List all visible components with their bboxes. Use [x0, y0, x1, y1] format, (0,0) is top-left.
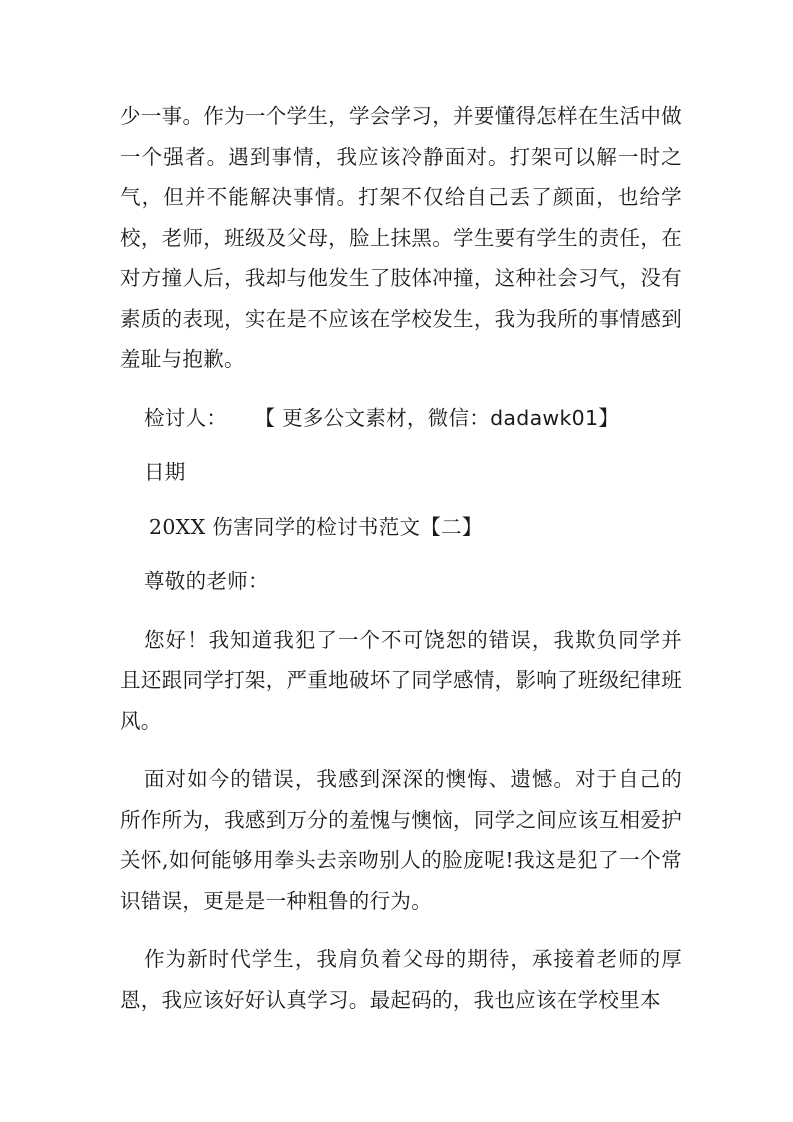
paragraph-1: 少一事。作为一个学生，学会学习，并要懂得怎样在生活中做一个强者。遇到事情，我应该冷静面对。打架可以解一时之气，但并不能解决事情。打架不仅给自己丢了颜面，也给学校，老师，班级及父母，脸上抹黑。学生要有学生的责任，在对方撞人后，我却与他发生了肢体冲撞，这种社会习气，没有素质的表现，实在是不应该在学校发生，我为我所的事情感到羞耻与抱歉。: [120, 104, 682, 371]
salutation: 尊敬的老师：: [144, 569, 269, 593]
signer-label: 检讨人：: [144, 405, 228, 430]
date-label: 日期: [144, 460, 186, 484]
paragraph-2: 您好！我知道我犯了一个不可饶恕的错误，我欺负同学并且还跟同学打架，严重地破坏了同学感情，影响了班级纪律班风。: [120, 627, 682, 733]
paragraph-4: 作为新时代学生，我肩负着父母的期待，承接着老师的厚恩，我应该好好认真学习。最起码的，我也应该在学校里本: [120, 947, 682, 1012]
section-heading: 20XX 伤害同学的检讨书范文【二】: [149, 514, 483, 539]
paragraph-3: 面对如今的错误，我感到深深的懊悔、遗憾。对于自己的所作所为，我感到万分的羞愧与懊恼，同学之间应该互相爱护关怀,如何能够用拳头去亲吻别人的脸庞呢!我这是犯了一个常识错误，更是是一种粗鲁的行为。: [120, 767, 682, 913]
document-page: [120, 96, 682, 1020]
signer-note: 【 更多公文素材，微信：dadawk01】: [254, 405, 620, 430]
signer-line: [120, 398, 682, 439]
